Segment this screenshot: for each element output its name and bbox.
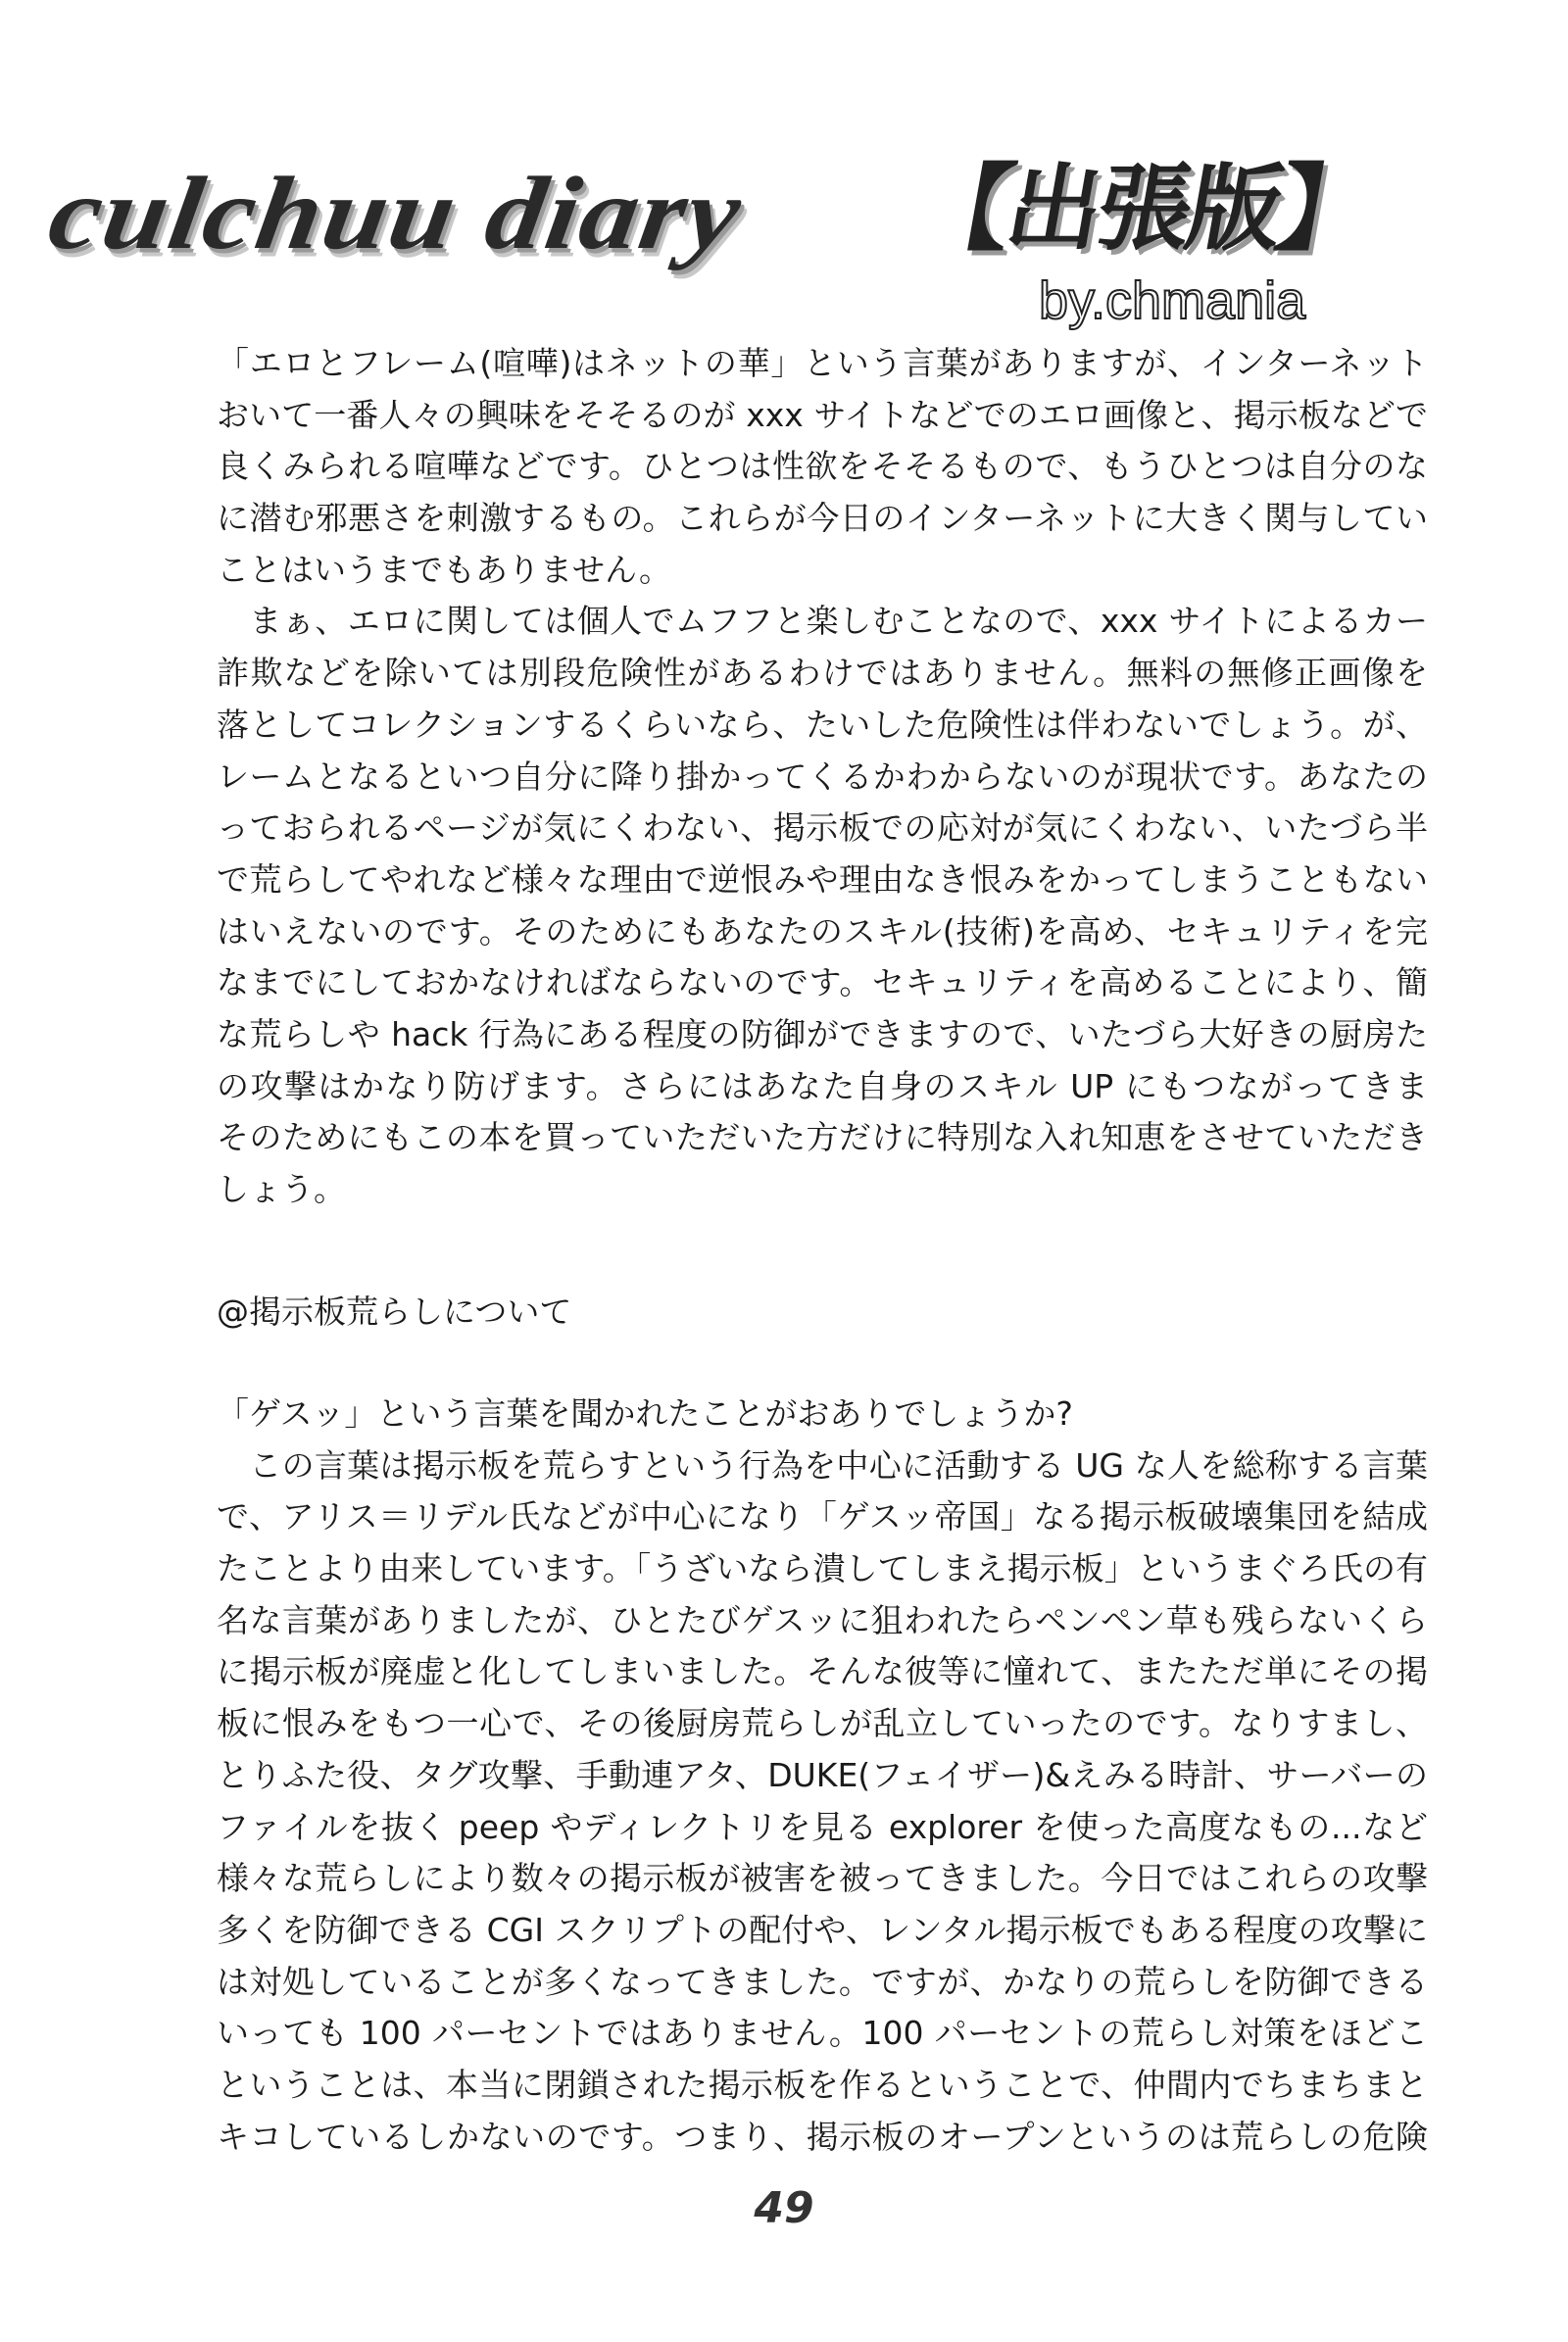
text-line: は対処していることが多くなってきました。ですが、かなりの荒らしを防御できる	[217, 1962, 1428, 2001]
text-line: 「ゲスッ」という言葉を聞かれたことがおありでしょうか?	[217, 1394, 1073, 1433]
text-line: しょう。	[217, 1170, 346, 1208]
text-line: キコしているしかないのです。つまり、掲示板のオープンというのは荒らしの危険	[217, 2117, 1428, 2156]
title-culchuu-diary: culchuu diary	[41, 155, 751, 271]
text-line: いっても 100 パーセントではありません。100 パーセントの荒らし対策をほどこ	[217, 2014, 1428, 2053]
text-line: とりふた役、タグ攻撃、手動連アタ、DUKE(フェイザー)&えみる時計、サーバーの	[217, 1755, 1428, 1794]
text-line: な荒らしや hack 行為にある程度の防御ができますので、いたづら大好きの厨房た	[217, 1014, 1428, 1053]
text-line: おいて一番人々の興味をそそるのが xxx サイトなどでのエロ画像と、掲示板などで	[217, 395, 1428, 434]
text-line: っておられるページが気にくわない、掲示板での応対が気にくわない、いたづら半	[217, 808, 1428, 848]
text-line: たことより由来しています。「うざいなら潰してしまえ掲示板」というまぐろ氏の有	[217, 1549, 1428, 1588]
text-line: 多くを防御できる CGI スクリプトの配付や、レンタル掲示板でもある程度の攻撃に	[217, 1910, 1428, 1949]
page-number: 49	[754, 2183, 814, 2233]
text-line: この言葉は掲示板を荒らすという行為を中心に活動する UG な人を総称する言葉	[217, 1445, 1428, 1485]
text-line: ことはいうまでもありません。	[217, 550, 671, 589]
title-edition: 【出張版】	[907, 154, 1379, 264]
text-line: に掲示板が廃虚と化してしまいました。そんな彼等に憧れて、またただ単にその掲	[217, 1652, 1428, 1691]
intro-paragraphs	[217, 338, 1428, 1216]
text-line: ファイルを抜く peep やディレクトリを見る explorer を使った高度なもの...など	[217, 1807, 1428, 1846]
text-line: 「エロとフレーム(喧嘩)はネットの華」という言葉がありますが、インターネット	[217, 344, 1428, 382]
text-line: の攻撃はかなり防げます。さらにはあなた自身のスキル UP にもつながってきま	[217, 1066, 1428, 1105]
section-heading-wrap	[217, 1287, 1428, 1339]
text-line: 落としてコレクションするくらいなら、たいした危険性は伴わないでしょう。が、	[217, 705, 1428, 744]
text-line: に潜む邪悪さを刺激するもの。これらが今日のインターネットに大きく関与してい	[217, 499, 1428, 538]
section-heading: @掲示板荒らしについて	[217, 1293, 572, 1331]
text-line: そのためにもこの本を買っていただいた方だけに特別な入れ知恵をさせていただき	[217, 1118, 1428, 1157]
text-line: 詐欺などを除いては別段危険性があるわけではありません。無料の無修正画像を	[217, 654, 1428, 693]
text-line: なまでにしておかなければならないのです。セキュリティを高めることにより、簡	[217, 963, 1428, 1002]
text-line: 様々な荒らしにより数々の掲示板が被害を被ってきました。今日ではこれらの攻撃	[217, 1859, 1428, 1898]
text-line: 良くみられる喧嘩などです。ひとつは性欲をそそるもので、もうひとつは自分のな	[217, 447, 1428, 486]
text-line: 板に恨みをもつ一心で、その後厨房荒らしが乱立していったのです。なりすまし、	[217, 1704, 1428, 1743]
text-line: で、アリス＝リデル氏などが中心になり「ゲスッ帝国」なる掲示板破壊集団を結成	[217, 1497, 1428, 1537]
section-paragraphs	[217, 1389, 1428, 2163]
text-line: 名な言葉がありましたが、ひとたびゲスッに狙われたらペンペン草も残らないくら	[217, 1600, 1428, 1639]
text-line: はいえないのです。そのためにもあなたのスキル(技術)を高め、セキュリティを完	[217, 911, 1428, 951]
text-line: レームとなるといつ自分に降り掛かってくるかわからないのが現状です。あなたの	[217, 756, 1428, 796]
text-line: で荒らしてやれなど様々な理由で逆恨みや理由なき恨みをかってしまうこともない	[217, 859, 1428, 899]
text-line: まぁ、エロに関しては個人でムフフと楽しむことなので、xxx サイトによるカー	[249, 602, 1428, 641]
title-byline: by.chmania	[1039, 271, 1306, 330]
text-line: ということは、本当に閉鎖された掲示板を作るということで、仲間内でちまちまと	[217, 2065, 1428, 2104]
